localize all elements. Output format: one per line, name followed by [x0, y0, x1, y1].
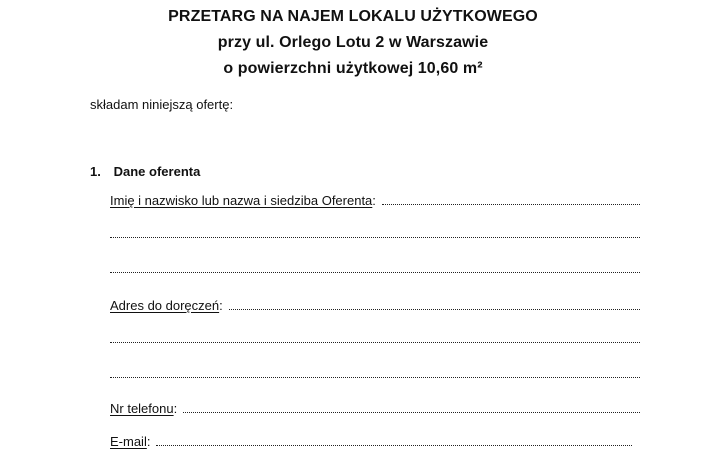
name-field-row-2: [110, 223, 640, 241]
section-title: Dane oferenta: [113, 164, 201, 179]
address-field-line-3[interactable]: [110, 377, 640, 378]
email-field-label: E-mail: [110, 434, 147, 449]
phone-field-line[interactable]: [183, 412, 640, 413]
title-line-3: o powierzchni użytkowej 10,60 m²: [223, 60, 483, 77]
email-field-colon: :: [146, 434, 151, 449]
name-field-line-1[interactable]: [382, 204, 640, 205]
name-field-label: Imię i nazwisko lub nazwa i siedziba Oferenta: [110, 193, 373, 208]
address-field-line-1[interactable]: [229, 309, 640, 310]
address-field-label: Adres do doręczeń: [110, 298, 220, 313]
phone-field-row: [110, 398, 640, 416]
address-field-row: [110, 295, 640, 313]
name-field-line-2[interactable]: [110, 237, 640, 238]
address-field-row-2: [110, 328, 640, 346]
name-field-colon: :: [372, 193, 376, 208]
name-field-line-3[interactable]: [110, 272, 640, 273]
section-heading: [90, 164, 200, 179]
title-line-1: PRZETARG NA NAJEM LOKALU UŻYTKOWEGO: [168, 8, 538, 25]
document-title: [0, 4, 706, 82]
email-field-line[interactable]: [156, 445, 632, 446]
phone-field-label: Nr telefonu: [110, 401, 174, 416]
address-field-line-2[interactable]: [110, 342, 640, 343]
address-field-row-3: [110, 363, 640, 381]
name-field-row: [110, 190, 640, 208]
address-field-colon: :: [219, 298, 223, 313]
intro-text: składam niniejszą ofertę:: [90, 97, 234, 112]
phone-field-colon: :: [173, 401, 178, 416]
title-line-2: przy ul. Orlego Lotu 2 w Warszawie: [217, 34, 489, 51]
email-field-row: [110, 431, 632, 449]
name-field-row-3: [110, 258, 640, 276]
section-number: 1.: [90, 164, 101, 179]
